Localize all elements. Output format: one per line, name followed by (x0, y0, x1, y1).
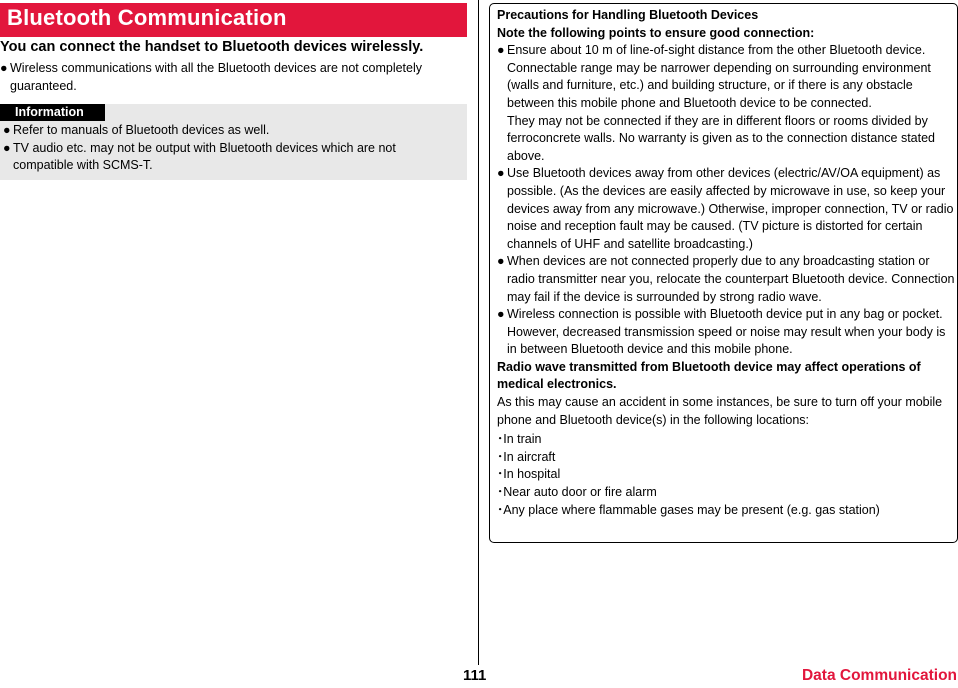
list-item (497, 42, 957, 165)
list-item (3, 140, 443, 175)
section-link[interactable]: Data Communication (801, 667, 957, 684)
point-extra-text: They may not be connected if they are in different floors or rooms divided by ferroconcrete walls. No warranty is given as to the connection distance stated above. (507, 113, 935, 163)
information-box (0, 104, 467, 180)
note-text: Refer to manuals of Bluetooth devices as well. (13, 123, 270, 137)
point-text: Wireless connection is possible with Bluetooth device put in any bag or pocket. However, decreased transmission speed or noise may result when your body is in between Bluetooth device and this mobile phone. (507, 307, 946, 357)
list-item (497, 165, 957, 253)
information-notes (3, 122, 443, 175)
point-text: Ensure about 10 m of line-of-sight distance from the other Bluetooth device. Connectable range may be narrower depending on surrounding environment (walls and furniture, etc.) and building structure, or if there is any obstacle between this mobile phone and Bluetooth device to be connected. (507, 43, 931, 110)
point-text: When devices are not connected properly due to any broadcasting station or radio transmitter near you, relocate the counterpart Bluetooth device. Connection may fail if the device is surrounded by strong radio wave. (507, 254, 955, 304)
precautions-title: Precautions for Handling Bluetooth Devices (497, 8, 759, 22)
note-text: Wireless communications with all the Bluetooth devices are not completely guaranteed. (10, 61, 422, 93)
bullet-icon: ● (0, 61, 8, 75)
list-item (497, 306, 957, 359)
bullet-icon: ● (497, 166, 505, 181)
intro-notes (0, 60, 460, 95)
column-divider (478, 0, 479, 665)
medical-heading: Radio wave transmitted from Bluetooth device may affect operations of medical electronics. (497, 359, 921, 392)
list-item: ･Near auto door or fire alarm (497, 485, 657, 500)
list-item (3, 122, 443, 140)
list-item (497, 253, 957, 306)
bullet-icon: ● (3, 123, 11, 137)
location-list (497, 431, 957, 519)
intro-text: You can connect the handset to Bluetooth devices wirelessly. (0, 39, 424, 55)
medical-text: As this may cause an accident in some instances, be sure to turn off your mobile phone and Bluetooth device(s) in the following locations: (497, 395, 943, 427)
bullet-icon: ● (497, 307, 505, 322)
list-item: ･In aircraft (497, 449, 556, 464)
note-text: TV audio etc. may not be output with Bluetooth devices which are not compatible with SCMS-T. (13, 140, 396, 173)
list-item: ･In hospital (497, 467, 561, 482)
page-number: 111 (463, 667, 487, 684)
precautions-box (489, 3, 958, 543)
section-title: Bluetooth Communication (0, 3, 467, 37)
precautions-list (497, 42, 957, 359)
bullet-icon: ● (497, 254, 505, 269)
bullet-icon: ● (3, 140, 11, 155)
point-text: Use Bluetooth devices away from other devices (electric/AV/OA equipment) as possible. (As the devices are easily affected by microwave in use, so keep your devices away from any microwave.) Otherwise, improper connection, TV or radio noise and reception fault may be caused. (TV picture is distorted for certain channels of UHF and satellite broadcasting.) (507, 166, 954, 251)
list-item: ･Any place where flammable gases may be present (e.g. gas station) (497, 502, 880, 517)
bullet-icon: ● (497, 43, 505, 58)
list-item: ･In train (497, 432, 542, 447)
list-item (0, 60, 460, 95)
information-label: Information (0, 104, 105, 121)
precautions-subtitle: Note the following points to ensure good connection: (497, 25, 815, 40)
